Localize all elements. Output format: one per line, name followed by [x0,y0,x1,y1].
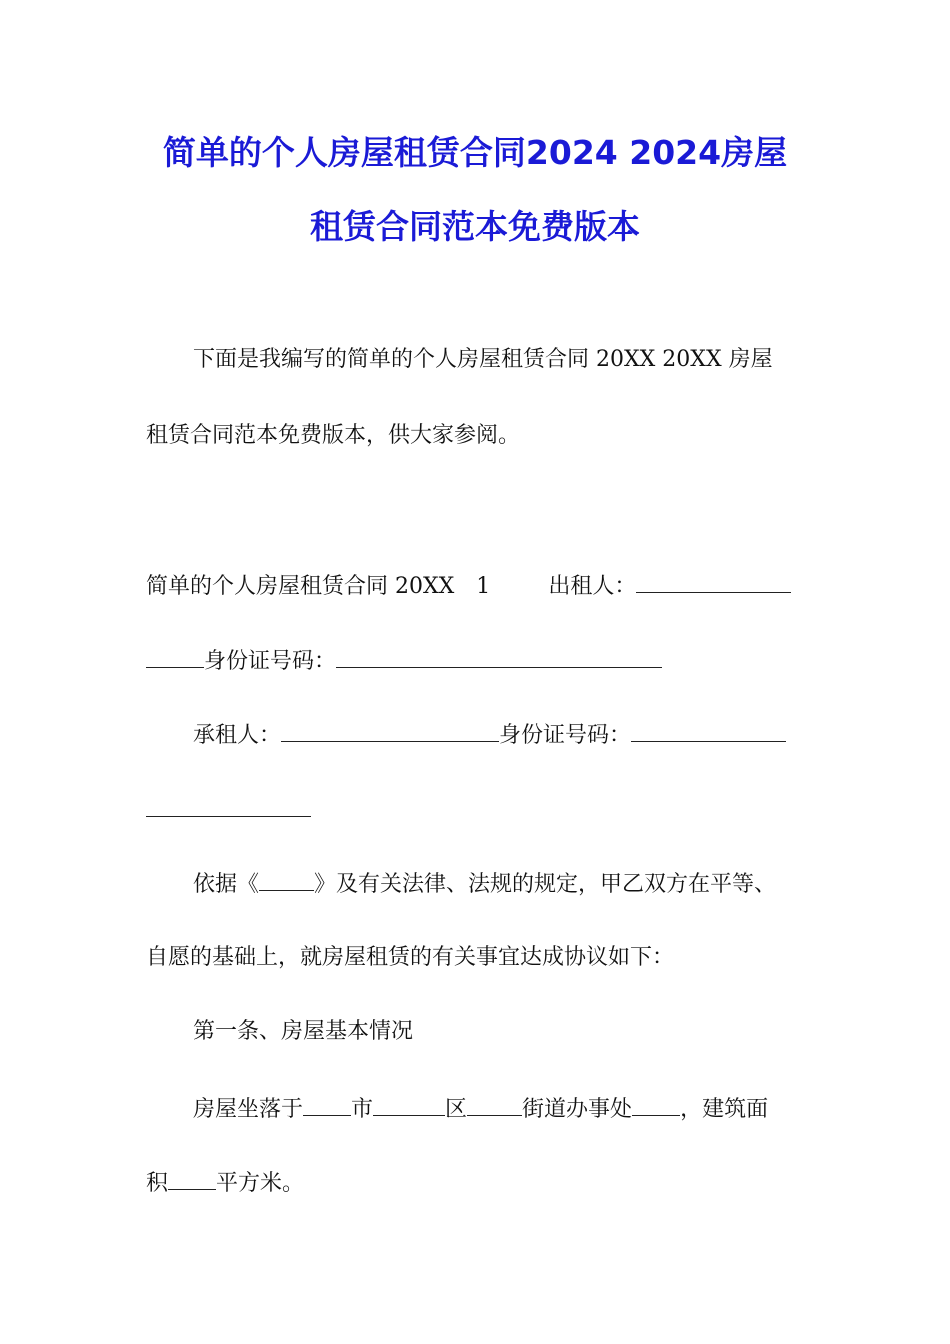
location-line [193,1093,768,1125]
office-blank [632,1093,680,1116]
law-name-blank [259,868,314,891]
contract-heading-row [146,570,791,602]
document-title-line-1: 简单的个人房屋租赁合同2024 2024房屋 [162,133,788,172]
lessee-label: 承租人： [193,723,282,748]
lessor-id-blank [336,645,662,668]
area-text-a: 积 [146,1171,169,1196]
lessor-label: 出租人： [548,574,637,599]
location-text-b: 市 [351,1097,374,1122]
lessor-name-blank [636,570,791,593]
lessee-id-cont-row [146,794,311,826]
id-label-1: 身份证号码： [204,649,337,674]
intro-line-2: 租赁合同范本免费版本，供大家参阅。 [146,423,521,448]
area-blank [168,1167,216,1190]
area-line [146,1167,304,1199]
basis-line-1 [193,868,776,900]
document-title-line-2: 租赁合同范本免费版本 [310,207,640,246]
location-text-e: ，建筑面 [680,1097,769,1122]
basis-text-b: 》及有关法律、法规的规定，甲乙双方在平等、 [314,872,777,897]
id-label-2: 身份证号码： [499,723,632,748]
location-text-a: 房屋坐落于 [193,1097,304,1122]
basis-text-a: 依据《 [193,872,260,897]
article-1-title: 第一条、房屋基本情况 [193,1019,414,1044]
area-text-b: 平方米。 [216,1171,305,1196]
district-blank [373,1093,445,1116]
intro-line-1: 下面是我编写的简单的个人房屋租赁合同 20XX 20XX 房屋 [193,347,773,372]
lessee-id-blank-cont [146,794,311,817]
contract-heading: 简单的个人房屋租赁合同 20XX 1 [146,574,491,599]
basis-line-2: 自愿的基础上，就房屋租赁的有关事宜达成协议如下： [146,945,675,970]
city-blank [303,1093,351,1116]
street-blank [467,1093,522,1116]
lessee-name-blank [281,719,499,742]
lessor-name-blank-cont [146,645,204,668]
lessee-row [193,719,786,751]
location-text-c: 区 [445,1097,468,1122]
location-text-d: 街道办事处 [522,1097,633,1122]
lessee-id-blank [631,719,786,742]
lessor-id-row [146,645,662,677]
